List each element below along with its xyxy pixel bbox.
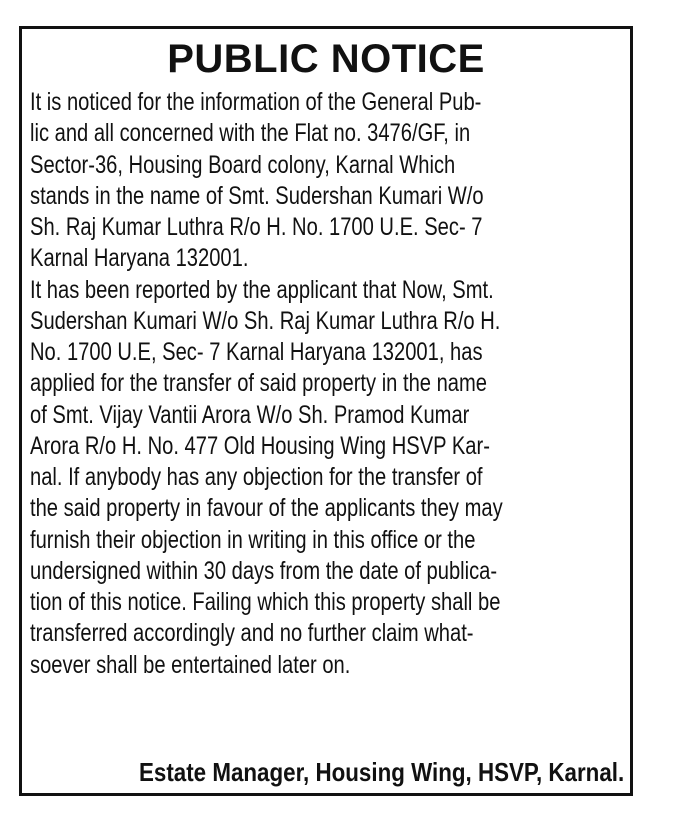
notice-line: It has been reported by the applicant that Now, Smt. <box>30 275 494 304</box>
notice-line: Arora R/o H. No. 477 Old Housing Wing HSVP Kar- <box>30 431 490 460</box>
notice-line: lic and all concerned with the Flat no. 3476/GF, in <box>30 119 471 148</box>
public-notice-box <box>19 26 633 796</box>
notice-line: of Smt. Vijay Vantii Arora W/o Sh. Pramod Kumar <box>30 400 470 429</box>
notice-line: No. 1700 U.E, Sec- 7 Karnal Haryana 132001, has <box>30 338 483 366</box>
notice-line: stands in the name of Smt. Sudershan Kumari W/o <box>30 181 484 210</box>
notice-body <box>30 87 507 681</box>
notice-signature: Estate Manager, Housing Wing, HSVP, Karnal. <box>138 757 624 787</box>
notice-line: nal. If anybody has any objection for the transfer of <box>30 463 483 491</box>
notice-line: Sector-36, Housing Board colony, Karnal Which <box>30 150 456 179</box>
notice-line: soever shall be entertained later on. <box>30 650 351 679</box>
notice-line: It is noticed for the information of the General Pub- <box>30 88 482 116</box>
notice-line: applied for the transfer of said property in the name <box>30 369 487 398</box>
notice-line: transferred accordingly and no further claim what- <box>30 619 474 648</box>
notice-line: furnish their objection in writing in this office or the <box>30 525 476 554</box>
notice-line: Karnal Haryana 132001. <box>30 244 249 273</box>
notice-line: tion of this notice. Failing which this property shall be <box>30 588 501 616</box>
notice-line: Sudershan Kumari W/o Sh. Raj Kumar Luthra R/o H. <box>30 306 501 335</box>
notice-line: the said property in favour of the applicants they may <box>30 494 503 523</box>
notice-title: PUBLIC NOTICE <box>167 37 485 81</box>
notice-line: undersigned within 30 days from the date of publica- <box>30 556 498 585</box>
notice-line: Sh. Raj Kumar Luthra R/o H. No. 1700 U.E. Sec- 7 <box>30 213 483 241</box>
